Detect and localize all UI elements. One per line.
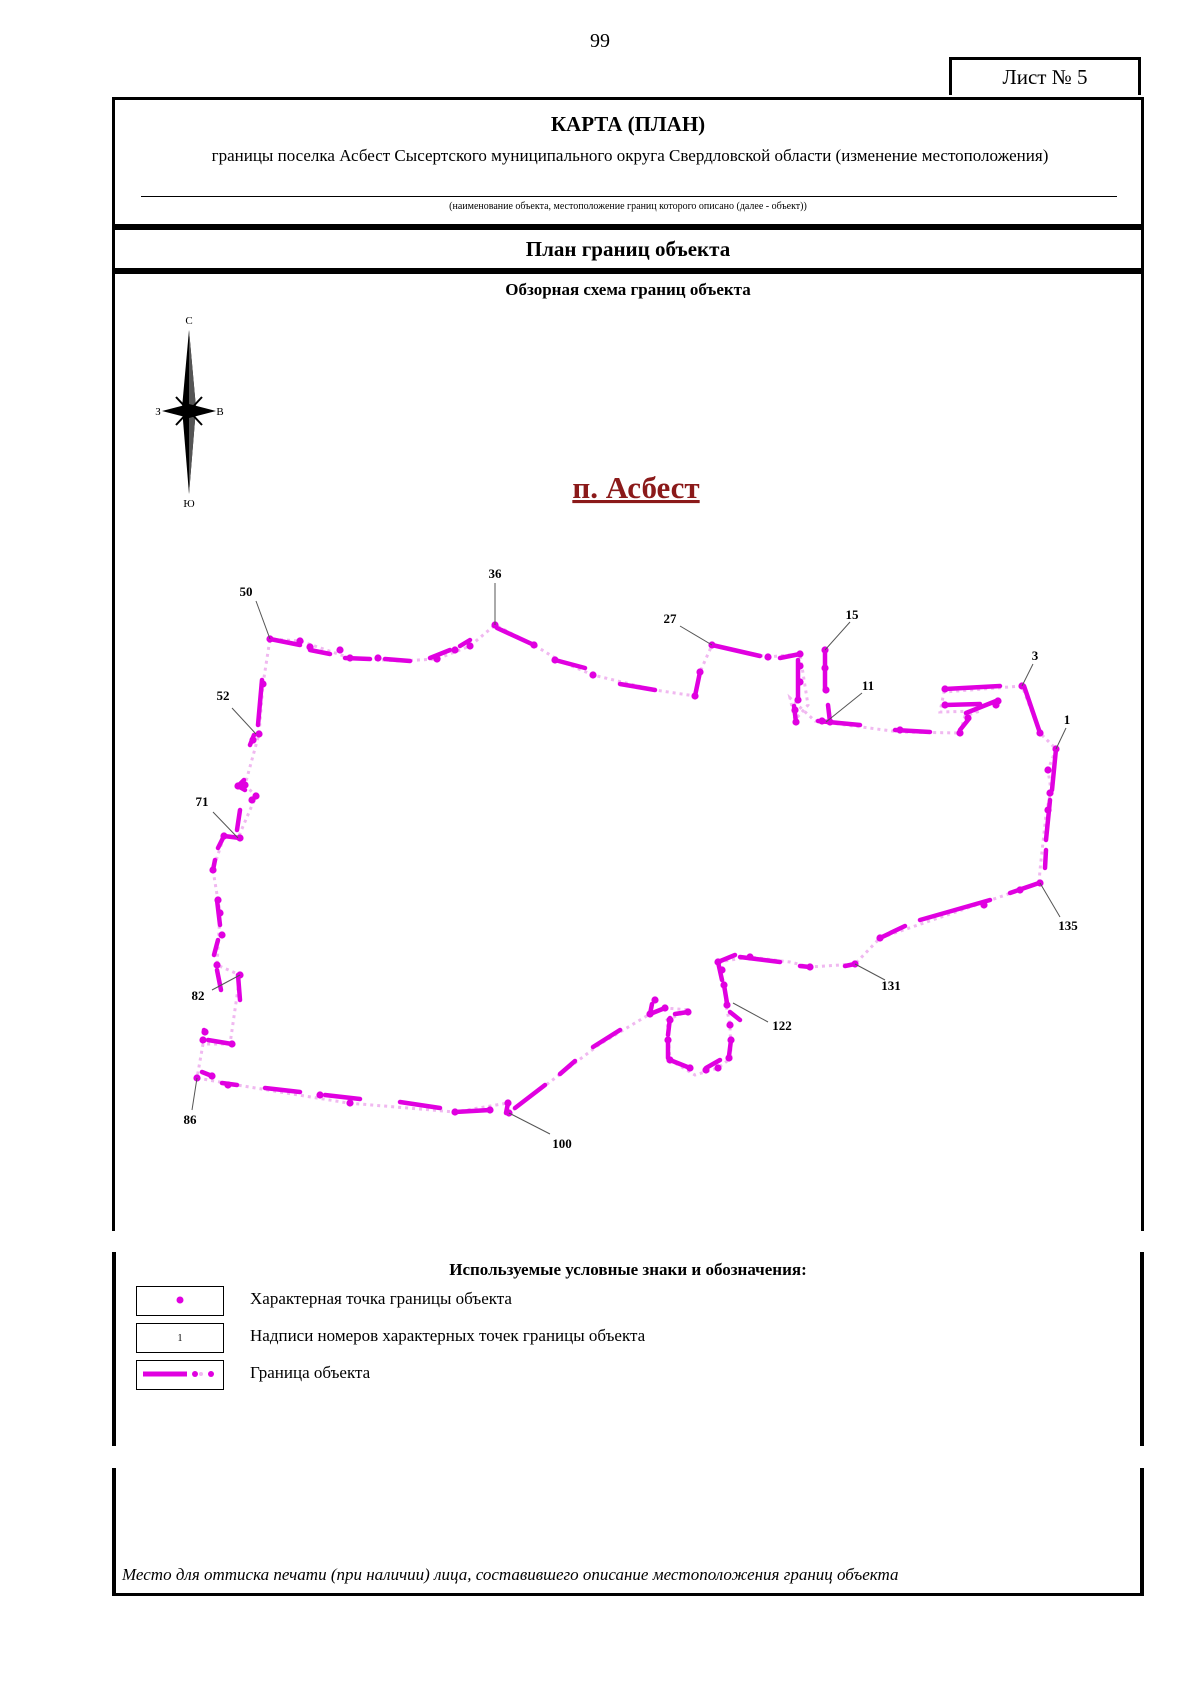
map-title: КАРТА (ПЛАН) [550,112,706,136]
point-label-27: 27 [663,611,677,626]
point-label-11: 11 [861,678,875,693]
boundary-line-light [197,625,1056,1113]
point-label-135: 135 [1058,918,1078,933]
sheet-label: Лист № 5 [949,57,1141,95]
legend-title: Используемые условные знаки и обозначения: [449,1260,807,1279]
object-description: границы поселка Асбест Сысертского муниципального округа Свердловской области (изменение местоположения) [211,146,1049,165]
boundary-points [193,621,1059,1116]
legend-number-symbol: 1 [136,1323,224,1353]
label-leaders [192,583,1066,1134]
legend-line-label: Граница объекта [250,1363,371,1382]
point-label-3: 3 [1031,648,1039,663]
point-label-122: 122 [772,1018,792,1033]
boundary-line-icon [137,1361,222,1388]
point-label-36: 36 [488,566,502,581]
plan-title: План границ объекта [112,227,1144,271]
legend-frame [112,1252,1144,1446]
point-label-86: 86 [183,1112,197,1127]
compass-north-label: С [185,315,193,327]
point-label-82: 82 [191,988,205,1003]
legend-point-symbol [136,1286,224,1316]
page-number: 99 [590,30,610,52]
legend-line-symbol [136,1360,224,1390]
point-label-50: 50 [239,584,253,599]
map-subtitle: Обзорная схема границ объекта [505,280,751,299]
legend-number-label: Надписи номеров характерных точек границы объекта [250,1326,646,1345]
place-name: п. Асбест [572,470,700,505]
point-label-52: 52 [216,688,230,703]
point-label-100: 100 [552,1136,572,1151]
boundary-line [202,628,1056,1113]
compass-icon [155,315,223,510]
legend-point-label: Характерная точка границы объекта [250,1289,512,1308]
point-label-15: 15 [845,607,859,622]
point-label-131: 131 [881,978,901,993]
stamp-note: Место для оттиска печати (при наличии) лица, составившего описание местоположения границ объекта [122,1565,899,1584]
compass-east-label: В [216,406,224,418]
point-label-71: 71 [195,794,209,809]
compass-south-label: Ю [183,498,195,510]
description-caption: (наименование объекта, местоположение границ которого описано (далее - объект)) [449,201,807,212]
point-icon [137,1287,222,1314]
compass-west-label: З [155,406,161,418]
point-label-1: 1 [1063,712,1071,727]
